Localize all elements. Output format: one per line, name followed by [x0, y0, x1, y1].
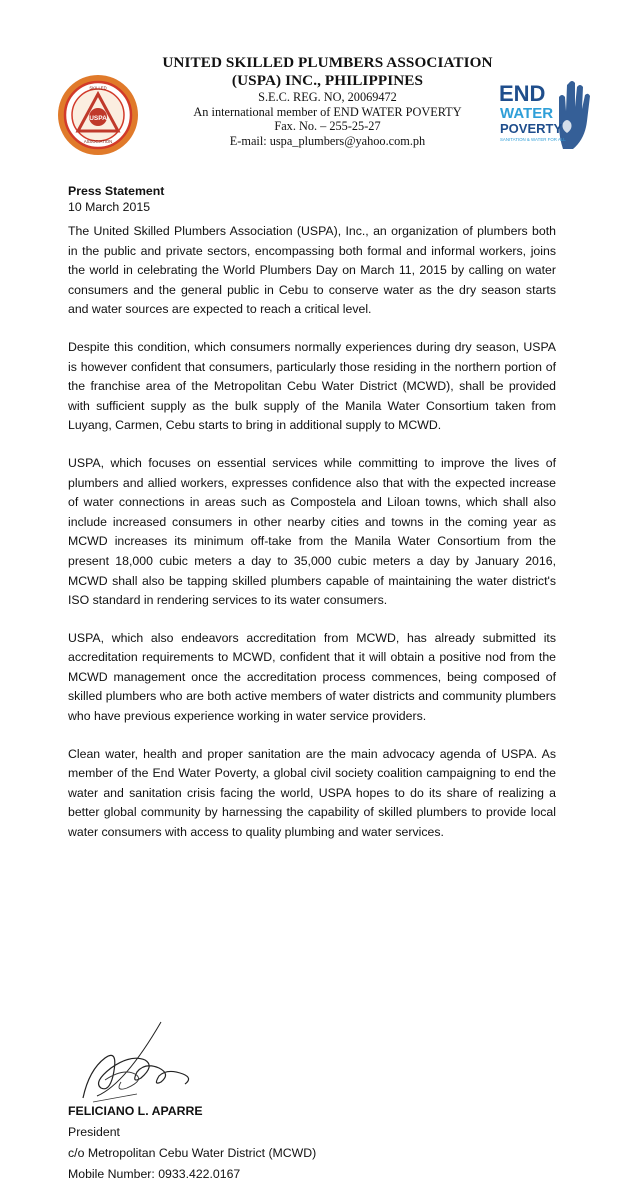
- document-heading: Press Statement: [68, 184, 165, 198]
- logo-word-poverty: POVERTY: [500, 121, 563, 136]
- logo-word-water: WATER: [500, 105, 554, 122]
- logo-initials: USPA: [89, 115, 107, 122]
- logo-text-top: SKILLED: [89, 85, 107, 91]
- org-name-line1: UNITED SKILLED PLUMBERS ASSOCIATION: [162, 54, 493, 71]
- logo-tagline: SANITATION & WATER FOR ALL: [500, 137, 566, 142]
- document-date: 10 March 2015: [68, 200, 151, 214]
- paragraph-1: The United Skilled Plumbers Association (USPA), Inc., an organization of plumbers both in the public and private sectors, encompassing both formal and informal workers, joins the world in celebrating the World Plumbers Day on March 11, 2015 by calling on water consumers and the general public in Cebu to conserve water as the dry season starts and water sources are expected to reach a critical level.: [68, 224, 556, 317]
- fax-number: Fax. No. – 255-25-27: [274, 119, 381, 134]
- sec-registration: S.E.C. REG. NO, 20069472: [258, 90, 397, 104]
- uspa-seal-logo-icon: [57, 74, 139, 156]
- letterhead-text: [150, 54, 505, 148]
- logo-text-bottom: ASSOCIATION: [83, 139, 113, 144]
- logo-word-end: END: [499, 81, 546, 106]
- handwritten-signature-icon: [75, 1018, 205, 1106]
- paragraph-5: Clean water, health and proper sanitation are the main advocacy agenda of USPA. As member of the End Water Poverty, a global civil society coalition campaigning to end the water and sanitation crisis facing the world, USPA hopes to do its share of realizing a better global community by harnessing the capability of skilled plumbers to provide local water consumers with access to quality plumbing and water services.: [68, 746, 556, 840]
- signatory-affiliation: c/o Metropolitan Cebu Water District (MCWD): [68, 1146, 317, 1160]
- signatory-name: FELICIANO L. APARRE: [68, 1104, 203, 1118]
- org-name-line2: (USPA) INC., PHILIPPINES: [231, 72, 424, 89]
- membership-line: An international member of END WATER POVERTY: [193, 104, 462, 119]
- email-address: E-mail: uspa_plumbers@yahoo.com.ph: [229, 133, 426, 148]
- signatory-block: [68, 1101, 468, 1185]
- paragraph-4: USPA, which also endeavors accreditation from MCWD, has already submitted its accreditation requirements to MCWD, confident that it will obtain a positive nod from the MCWD management once the accreditation process commences, being composed of skilled plumbers who are both active members of water districts and community plumbers who have previous experience working in water service providers.: [68, 630, 556, 724]
- paragraph-3: USPA, which focuses on essential services while committing to improve the lives of plumbers and allied workers, expresses confidence also that with the expected increase of water connections in areas such as Compostela and Liloan towns, which shall also include increased consumers in other nearby cities and towns in the coming year as MCWD increases its minimum off-take from the Manila Water Consortium from the present 18,000 cubic meters a day to 35,000 cubic meters a day by January 2016, MCWD shall also be tapping skilled plumbers capable of maintaining the water district's ISO standard in rendering services to its water consumers.: [68, 455, 556, 608]
- end-water-poverty-logo-icon: [497, 77, 597, 157]
- statement-body: [68, 183, 556, 843]
- letterhead: [0, 52, 623, 162]
- paragraph-2: Despite this condition, which consumers normally experiences during dry season, USPA is however confident that consumers, particularly those residing in the northern portion of the franchise area of the Metropolitan Cebu Water District (MCWD), shall be provided with sufficient supply as the bulk supply of the Manila Water Consortium taken from Luyang, Carmen, Cebu starts to bring in additional supply to MCWD.: [68, 339, 556, 433]
- signatory-mobile: Mobile Number: 0933.422.0167: [68, 1167, 241, 1181]
- signatory-title: President: [68, 1125, 120, 1139]
